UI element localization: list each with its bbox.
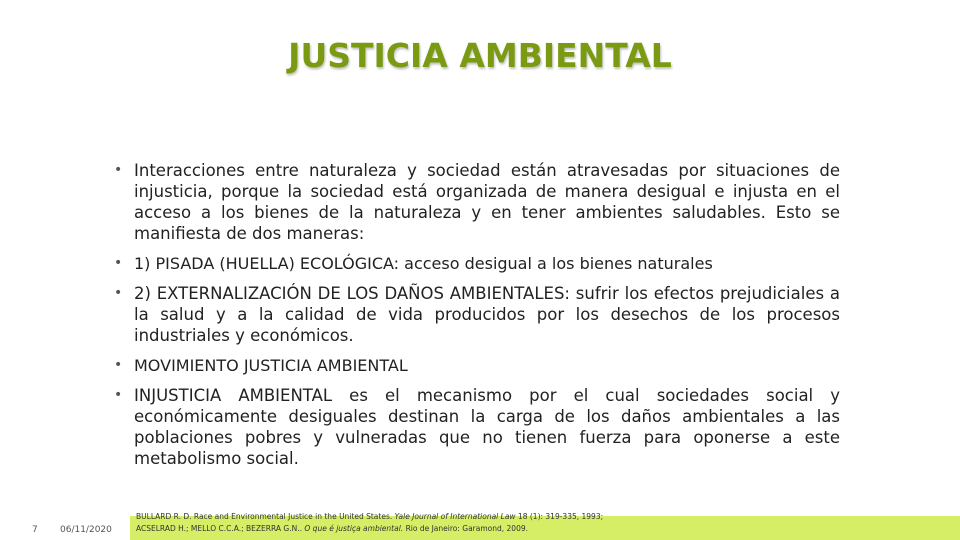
bullet-pisada-ecologica: • 1) PISADA (HUELLA) ECOLÓGICA: acceso desigual a los bienes naturales xyxy=(112,253,840,274)
footer-date: 06/11/2020 xyxy=(60,525,112,535)
reference-2-authors: ACSELRAD H.; MELLO C.C.A.; BEZERRA G.N.. xyxy=(136,524,305,533)
reference-2-title: O que é justiça ambiental. xyxy=(304,524,404,533)
bullet-interacciones: • Interacciones entre naturaleza y sociedad están atravesadas por situaciones de injusticia, porque la sociedad está organizada de manera desigual e injusta en el acceso a los bienes de la naturaleza y en tener ambientes saludables. Esto se manifiesta de dos maneras: xyxy=(112,160,840,244)
reference-1-authors: BULLARD R. D. Race and Environmental Justice in the United States. xyxy=(136,512,395,521)
slide-title: JUSTICIA AMBIENTAL xyxy=(288,36,672,75)
bullet-injusticia: • INJUSTICIA AMBIENTAL es el mecanismo por el cual sociedades social y económicamente desiguales destinan la carga de los daños ambientales a las poblaciones pobres y vulneradas que no tienen fuerza para oponerse a este metabolismo social. xyxy=(112,385,840,469)
bullet-movimiento: • MOVIMIENTO JUSTICIA AMBIENTAL xyxy=(112,355,840,376)
reference-acselrad xyxy=(136,523,696,535)
reference-2-details: Rio de Janeiro: Garamond, 2009. xyxy=(403,524,529,533)
slide-content xyxy=(112,160,840,478)
bullet-externalizacion: • 2) EXTERNALIZACIÓN DE LOS DAÑOS AMBIENTALES: sufrir los efectos prejudiciales a la salud y a la calidad de vida producidos por los desechos de los procesos industriales y económicos. xyxy=(112,283,840,346)
reference-bullard xyxy=(136,511,696,523)
references xyxy=(136,511,696,535)
reference-1-journal: Yale Journal of International Law xyxy=(394,512,516,521)
reference-1-details: 18 (1): 319-335, 1993; xyxy=(515,512,604,521)
page-number: 7 xyxy=(32,525,38,535)
